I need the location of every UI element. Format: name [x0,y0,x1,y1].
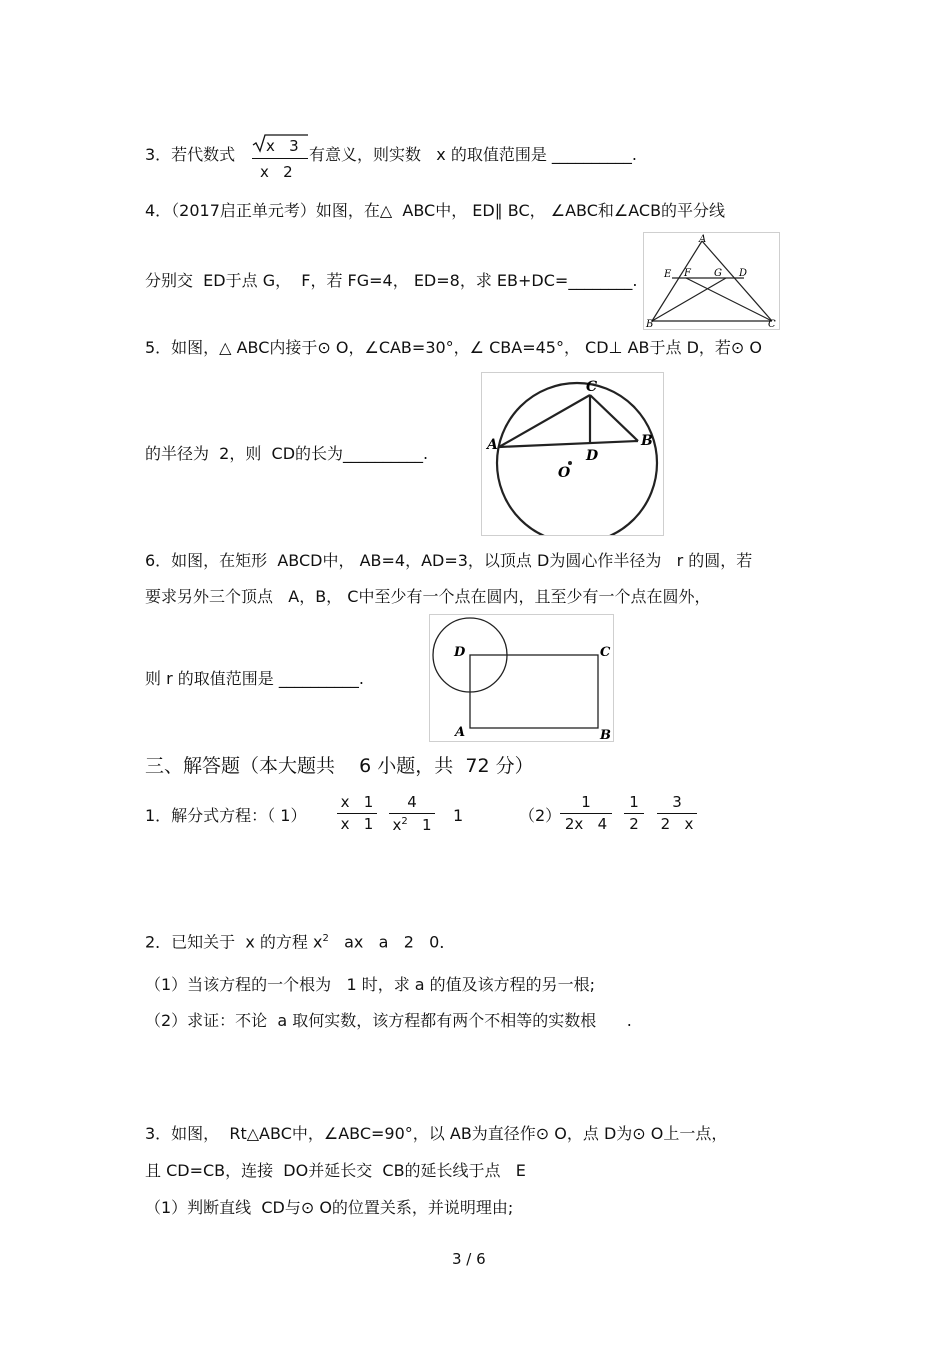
q3-sqrt-fraction [252,133,308,181]
s1-g3-numerator: 3 [672,793,682,811]
s1-rhs: 1 [453,806,464,825]
s1-fraction-1 [337,795,377,832]
q4-figure [643,232,780,330]
q6-line3: 则 r 的取值范围是 __________. [145,669,364,688]
s1-f2-denominator: $x^2$ 1 [392,816,432,834]
s1-fraction-4 [624,795,644,832]
s1-fraction-3 [560,795,612,832]
s1-g3-denominator: 2 x [660,815,694,833]
s2-part1: （1）当该方程的一个根为 1 时，求 a 的值及该方程的另一根; [145,975,596,994]
section3-heading: 三、解答题（本大题共 6 小题，共 72 分） [145,755,534,777]
q4-label-c: C [768,319,776,329]
q6-label-b: B [600,728,611,741]
q4-label-d: D [739,268,748,279]
q6-figure [429,614,614,742]
q6-label-c: C [600,645,611,660]
q5-label-o: O [558,465,571,481]
q6-line1: 6．如图，在矩形 ABCD中， AB=4，AD=3，以顶点 D为圆心作半径为 r 的圆，若 [145,551,753,570]
q4-label-e: E [664,269,672,280]
s1-g1-numerator: 1 [581,793,591,811]
q4-line1: 4．（2017启正单元考）如图，在△ ABC中， ED∥ BC， ∠ABC和∠ACB的平分线 [145,201,726,220]
q4-label-a: A [699,234,707,245]
s1-f1-numerator: x 1 [340,793,374,811]
s3-line1: 3．如图， Rt△ABC中，∠ABC=90°，以 AB为直径作⊙ O，点 D为⊙ O上一点， [145,1124,728,1143]
s1-f1-denominator: x 1 [340,815,374,833]
q3-fraction-bar [252,158,308,159]
s2-part2: （2）求证：不论 a 取何实数，该方程都有两个不相等的实数根 . [145,1011,632,1030]
s1-fraction-2 [389,795,435,833]
q5-figure [481,372,664,536]
s1-g2-numerator: 1 [629,793,639,811]
q6-line2: 要求另外三个顶点 A，B， C中至少有一个点在圆内，且至少有一个点在圆外， [145,587,711,606]
q5-label-d: D [586,448,599,464]
q5-line1: 5．如图，△ ABC内接于⊙ O，∠CAB=30°，∠ CBA=45°， CD⊥ AB于点 D，若⊙ O [145,338,762,357]
s1-g2-denominator: 2 [629,815,639,833]
q5-label-b: B [641,433,653,449]
q3-denominator: x 2 [260,163,293,181]
s3-part1: （1）判断直线 CD与⊙ O的位置关系，并说明理由; [145,1198,514,1217]
s2-equation: 2．已知关于 x 的方程 $x^2$ ax a 2 0． [145,932,456,952]
page-number: 3 / 6 [452,1250,486,1268]
q5-label-a: A [487,437,498,453]
q4-line2: 分别交 ED于点 G， F，若 FG=4， ED=8，求 EB+DC=________. [145,271,638,290]
q5-label-c: C [586,379,598,395]
q3-suffix: 有意义，则实数 x 的取值范围是 __________. [309,145,637,164]
s1-f2-numerator: 4 [407,793,417,811]
q6-label-d: D [454,645,466,660]
q4-label-b: B [646,319,654,329]
s1-part2: （2） [519,806,562,825]
q3-radicand: x 3 [266,137,299,155]
q3-prefix: 3．若代数式 [145,145,236,164]
s1-prefix: 1．解分式方程：（ 1） [145,806,307,825]
q6-label-a: A [455,725,466,740]
q4-label-g: G [714,268,722,279]
q5-line2: 的半径为 2，则 CD的长为__________. [145,444,429,463]
s1-g1-denominator: 2x 4 [564,815,608,833]
q4-label-f: F [684,268,691,279]
s1-fraction-5 [657,795,697,832]
s3-line2: 且 CD=CB，连接 DO并延长交 CB的延长线于点 E [145,1161,526,1180]
